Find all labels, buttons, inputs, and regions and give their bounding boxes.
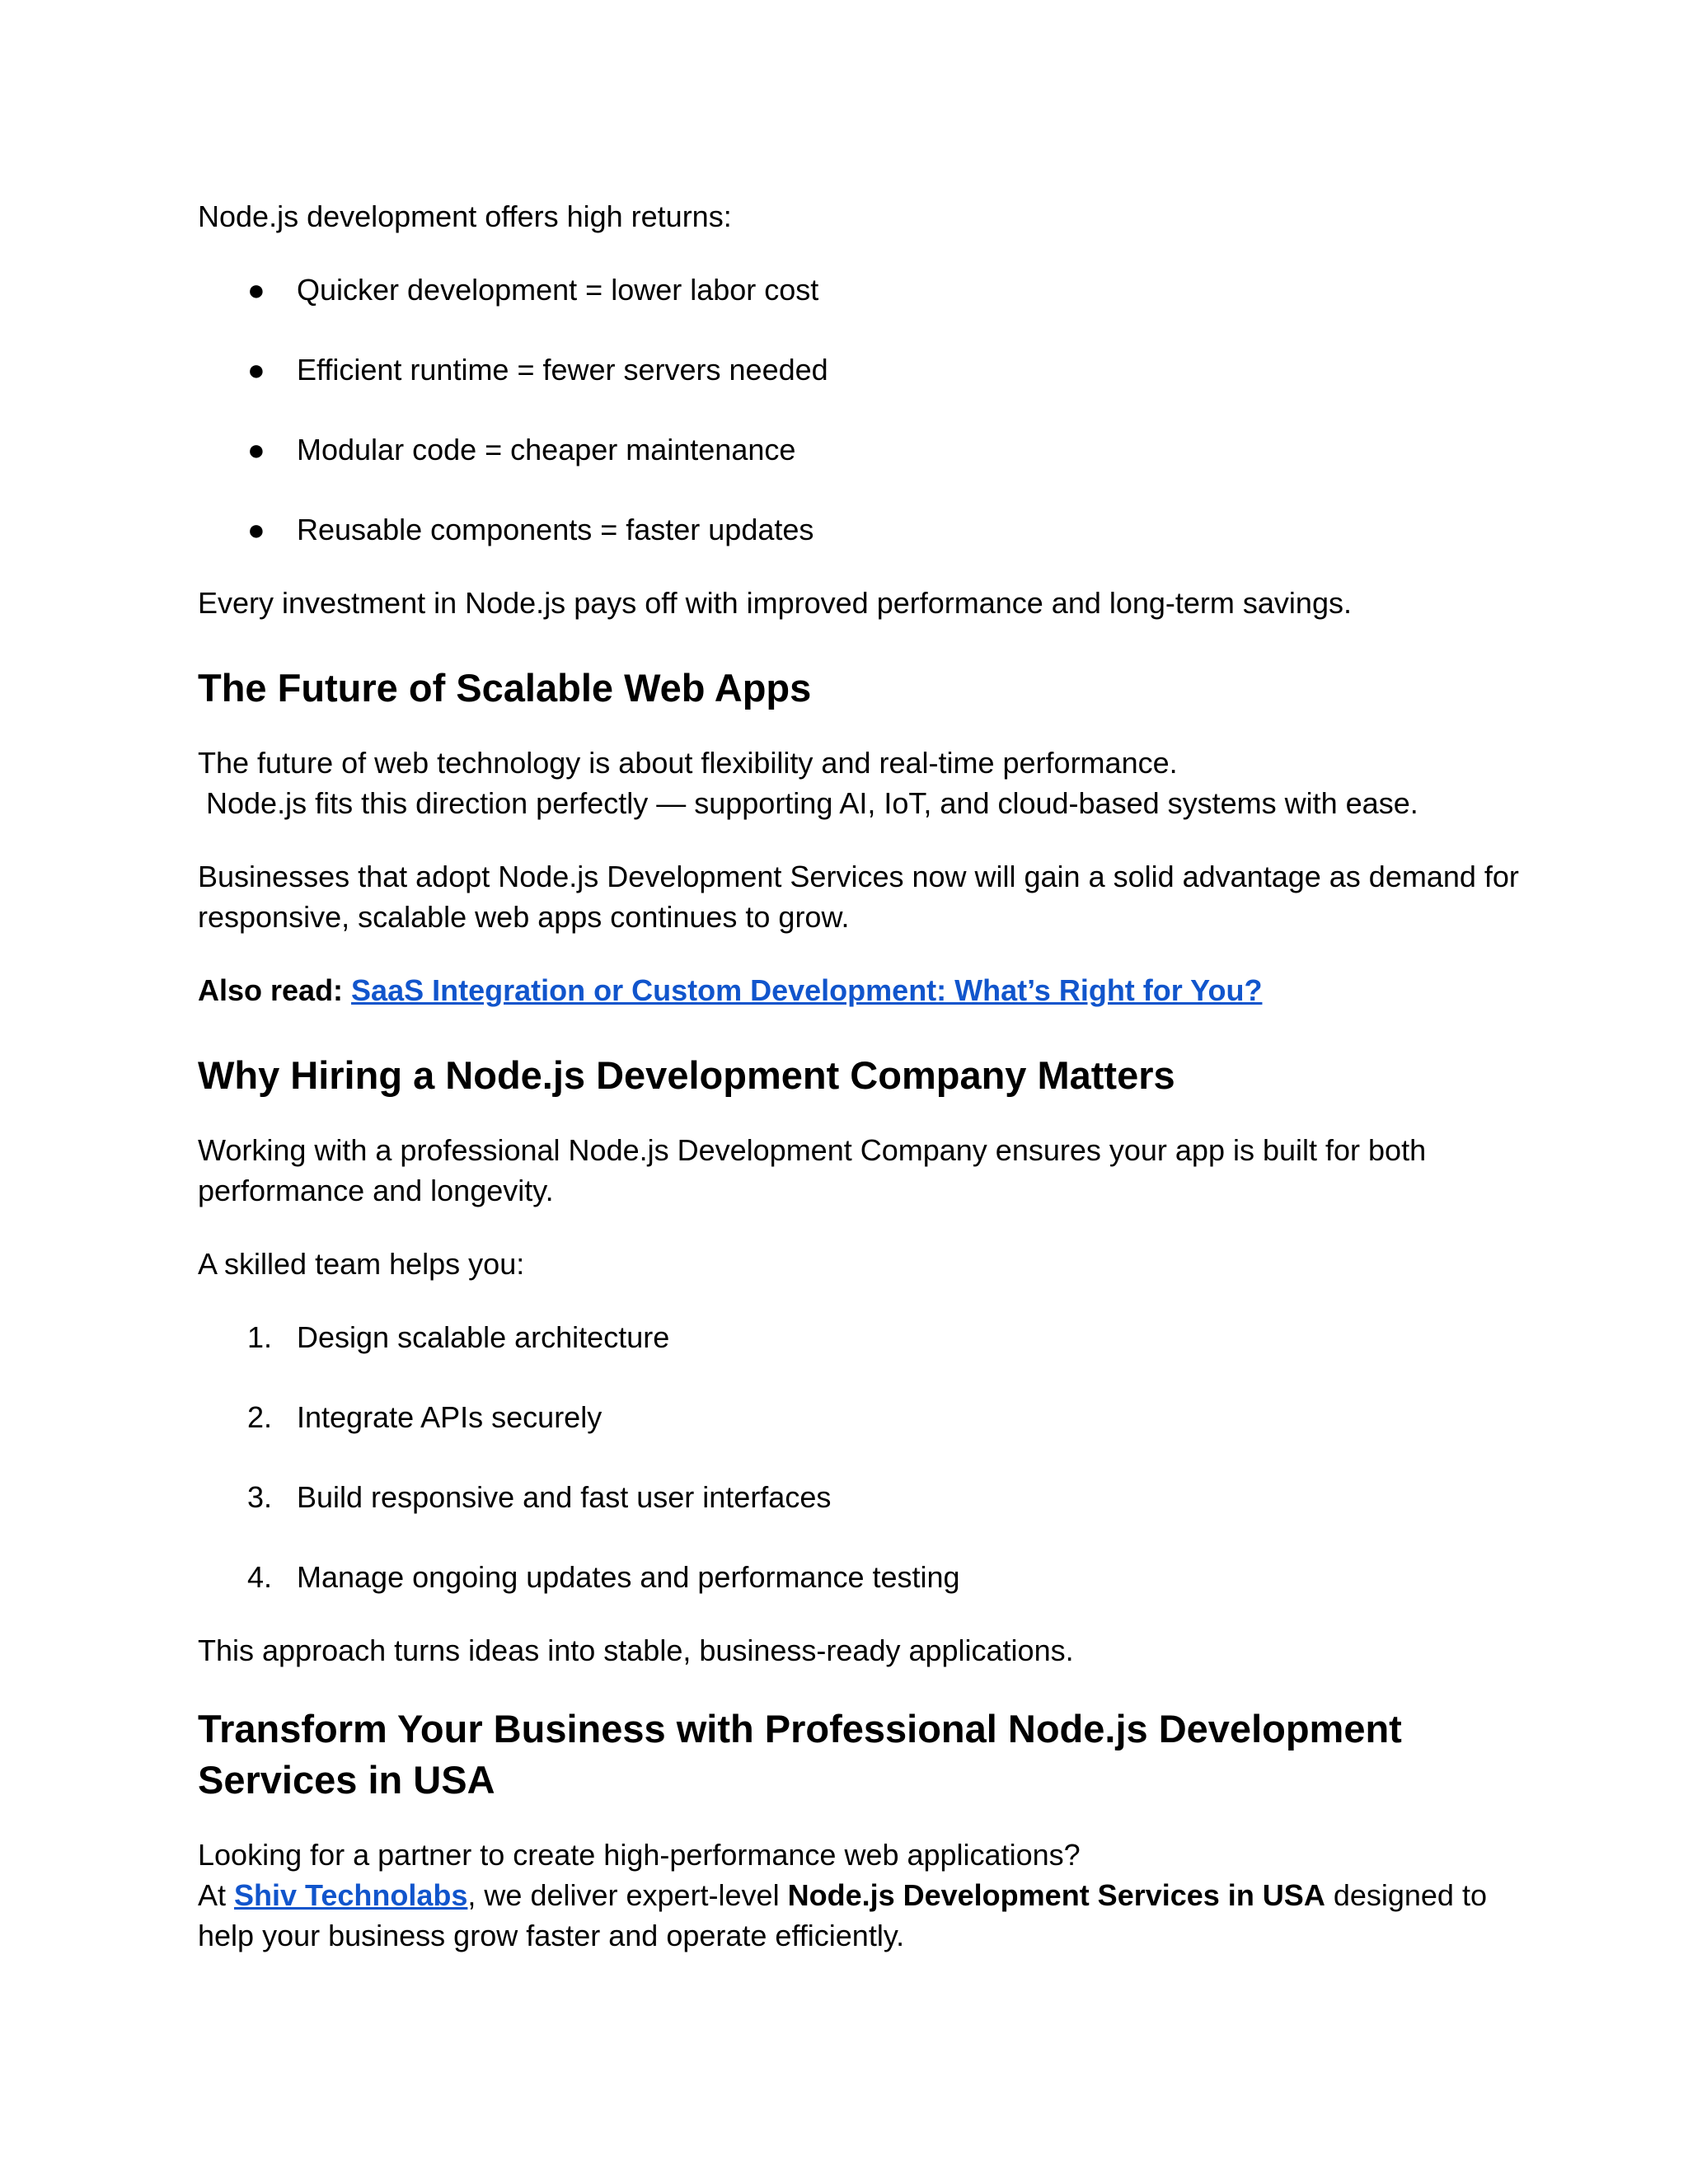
service-name: Node.js Development Services in USA (787, 1878, 1325, 1912)
transform-mid-text: , we deliver expert-level (467, 1878, 788, 1912)
returns-list (198, 269, 1550, 550)
bullet-icon: ● (247, 513, 265, 546)
bullet-icon: ● (247, 353, 265, 387)
list-item-text: Efficient runtime = fewer servers needed (297, 353, 828, 387)
list-item-text: Reusable components = faster updates (297, 513, 814, 546)
list-item (198, 349, 1550, 390)
future-paragraph-2: Businesses that adopt Node.js Development Services now will gain a solid advantage as demand for responsive, scalable web apps continues to grow. (198, 860, 1519, 934)
also-read-label: Also read: (198, 973, 352, 1007)
future-heading: The Future of Scalable Web Apps (198, 666, 812, 710)
list-item (198, 509, 1550, 550)
intro-paragraph: Node.js development offers high returns: (198, 199, 732, 233)
transform-heading: Transform Your Business with Professional Node.js Development Services in USA (198, 1707, 1402, 1802)
list-item (198, 1397, 1550, 1437)
step-text: Build responsive and fast user interfaces (297, 1480, 832, 1514)
document-page (198, 196, 1550, 1956)
step-text: Integrate APIs securely (297, 1400, 603, 1434)
list-item (198, 1317, 1550, 1357)
future-line-1: The future of web technology is about flexibility and real-time performance. (198, 746, 1178, 780)
future-paragraph-1 (198, 743, 1550, 823)
future-line-2: Node.js fits this direction perfectly — supporting AI, IoT, and cloud-based systems with ease. (198, 786, 1418, 820)
list-item-text: Modular code = cheaper maintenance (297, 433, 796, 466)
transform-at-text: At (198, 1878, 235, 1912)
bullet-icon: ● (247, 433, 265, 466)
list-item (198, 429, 1550, 470)
step-text: Manage ongoing updates and performance testing (297, 1560, 960, 1594)
step-number: 2. (247, 1400, 273, 1434)
transform-line-1: Looking for a partner to create high-performance web applications? (198, 1838, 1081, 1872)
step-number: 4. (247, 1560, 273, 1594)
also-read-link[interactable]: SaaS Integration or Custom Development: What’s Right for You? (351, 973, 1263, 1007)
investment-paragraph: Every investment in Node.js pays off with improved performance and long-term savings. (198, 586, 1352, 620)
list-item (198, 1557, 1550, 1597)
transform-end-text: designed to help your business grow faster and operate efficiently. (198, 1878, 1495, 1952)
company-link[interactable]: Shiv Technolabs (234, 1878, 468, 1912)
step-text: Design scalable architecture (297, 1320, 670, 1354)
bullet-icon: ● (247, 273, 265, 307)
hiring-heading: Why Hiring a Node.js Development Company Matters (198, 1053, 1175, 1097)
hiring-paragraph-1: Working with a professional Node.js Development Company ensures your app is built for both performance and longevity. (198, 1133, 1427, 1207)
list-item (198, 269, 1550, 310)
step-number: 3. (247, 1480, 273, 1514)
step-number: 1. (247, 1320, 273, 1354)
steps-list (198, 1317, 1550, 1597)
list-item (198, 1477, 1550, 1517)
transform-paragraph (198, 1835, 1550, 1956)
list-item-text: Quicker development = lower labor cost (297, 273, 819, 307)
also-read (198, 970, 1550, 1010)
hiring-paragraph-3: This approach turns ideas into stable, business-ready applications. (198, 1633, 1074, 1667)
hiring-paragraph-2: A skilled team helps you: (198, 1247, 525, 1281)
